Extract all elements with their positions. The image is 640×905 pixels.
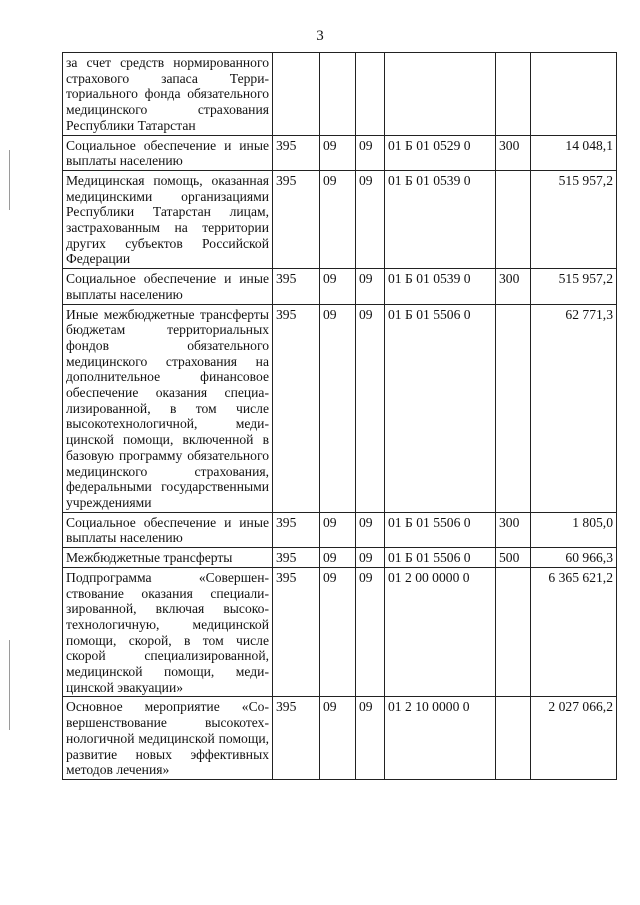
row-section-code: 09 bbox=[320, 697, 356, 780]
row-description: за счет средств нормированного страхового запаса Территориального фонда обязательного медицинского страхования Республики Татарстан bbox=[63, 53, 273, 136]
row-description: Социальное обеспечение и иные выплаты населению bbox=[63, 135, 273, 170]
row-amount: 2 027 066,2 bbox=[531, 697, 617, 780]
row-amount bbox=[531, 53, 617, 136]
row-ministry-code: 395 bbox=[273, 567, 320, 697]
row-expense-type-code bbox=[496, 697, 531, 780]
row-description: Социальное обеспечение и иные выплаты населению bbox=[63, 512, 273, 547]
row-amount: 14 048,1 bbox=[531, 135, 617, 170]
row-description: Иные межбюджетные трансферты бюджетам территориальных фондов обязательного медицинского страхования на дополнительное финансовое обеспечение оказания специализированной, в том числе высокотехнологичной, медицинской помощи, включенной в базовую программу обязательного медицинского страхования, федеральными государственными учреждениями bbox=[63, 304, 273, 512]
row-subsection-code: 09 bbox=[356, 548, 385, 568]
row-section-code: 09 bbox=[320, 135, 356, 170]
row-target-article-code: 01 Б 01 5506 0 bbox=[385, 512, 496, 547]
row-subsection-code: 09 bbox=[356, 170, 385, 268]
row-amount: 515 957,2 bbox=[531, 170, 617, 268]
table-row bbox=[63, 135, 617, 170]
table-row bbox=[63, 269, 617, 304]
row-section-code bbox=[320, 53, 356, 136]
table-row bbox=[63, 548, 617, 568]
row-subsection-code: 09 bbox=[356, 304, 385, 512]
table-row bbox=[63, 170, 617, 268]
row-ministry-code: 395 bbox=[273, 135, 320, 170]
budget-table bbox=[62, 52, 617, 780]
row-section-code: 09 bbox=[320, 548, 356, 568]
row-target-article-code bbox=[385, 53, 496, 136]
row-amount: 1 805,0 bbox=[531, 512, 617, 547]
row-subsection-code bbox=[356, 53, 385, 136]
row-amount: 62 771,3 bbox=[531, 304, 617, 512]
row-subsection-code: 09 bbox=[356, 567, 385, 697]
row-expense-type-code: 300 bbox=[496, 269, 531, 304]
table-row bbox=[63, 512, 617, 547]
row-ministry-code: 395 bbox=[273, 304, 320, 512]
row-subsection-code: 09 bbox=[356, 512, 385, 547]
row-description: Основное мероприятие «Совершенствование высокотехнологичной медицинской помощи, развитие новых эффективных методов лечения» bbox=[63, 697, 273, 780]
row-target-article-code: 01 Б 01 0539 0 bbox=[385, 269, 496, 304]
row-target-article-code: 01 Б 01 0529 0 bbox=[385, 135, 496, 170]
table-body bbox=[63, 53, 617, 780]
row-section-code: 09 bbox=[320, 304, 356, 512]
binding-margin-mark bbox=[9, 640, 10, 730]
row-ministry-code: 395 bbox=[273, 269, 320, 304]
row-amount: 60 966,3 bbox=[531, 548, 617, 568]
table-row bbox=[63, 53, 617, 136]
row-description: Подпрограмма «Совершенствование оказания специализированной, включая высокотехнологичную, медицинской помощи, скорой, в том числе скорой специализированной, медицинской помощи, медицинской эвакуации» bbox=[63, 567, 273, 697]
row-expense-type-code: 300 bbox=[496, 512, 531, 547]
binding-margin-mark bbox=[9, 150, 10, 210]
row-section-code: 09 bbox=[320, 512, 356, 547]
row-expense-type-code bbox=[496, 53, 531, 136]
row-amount: 515 957,2 bbox=[531, 269, 617, 304]
row-description: Медицинская помощь, оказанная медицинскими организациями Республики Татарстан лицам, застрахованным на территории других субъектов Российской Федерации bbox=[63, 170, 273, 268]
row-expense-type-code bbox=[496, 567, 531, 697]
row-subsection-code: 09 bbox=[356, 135, 385, 170]
row-amount: 6 365 621,2 bbox=[531, 567, 617, 697]
row-ministry-code: 395 bbox=[273, 548, 320, 568]
page-number: 3 bbox=[316, 28, 324, 44]
row-section-code: 09 bbox=[320, 170, 356, 268]
row-expense-type-code: 300 bbox=[496, 135, 531, 170]
table-row bbox=[63, 697, 617, 780]
row-target-article-code: 01 Б 01 5506 0 bbox=[385, 304, 496, 512]
row-section-code: 09 bbox=[320, 567, 356, 697]
table-row bbox=[63, 567, 617, 697]
row-ministry-code: 395 bbox=[273, 512, 320, 547]
row-subsection-code: 09 bbox=[356, 269, 385, 304]
row-expense-type-code: 500 bbox=[496, 548, 531, 568]
row-subsection-code: 09 bbox=[356, 697, 385, 780]
row-target-article-code: 01 2 00 0000 0 bbox=[385, 567, 496, 697]
row-description: Межбюджетные трансферты bbox=[63, 548, 273, 568]
row-ministry-code: 395 bbox=[273, 697, 320, 780]
row-expense-type-code bbox=[496, 170, 531, 268]
row-ministry-code bbox=[273, 53, 320, 136]
row-expense-type-code bbox=[496, 304, 531, 512]
table-row bbox=[63, 304, 617, 512]
row-target-article-code: 01 2 10 0000 0 bbox=[385, 697, 496, 780]
row-target-article-code: 01 Б 01 5506 0 bbox=[385, 548, 496, 568]
row-target-article-code: 01 Б 01 0539 0 bbox=[385, 170, 496, 268]
row-section-code: 09 bbox=[320, 269, 356, 304]
row-ministry-code: 395 bbox=[273, 170, 320, 268]
row-description: Социальное обеспечение и иные выплаты населению bbox=[63, 269, 273, 304]
